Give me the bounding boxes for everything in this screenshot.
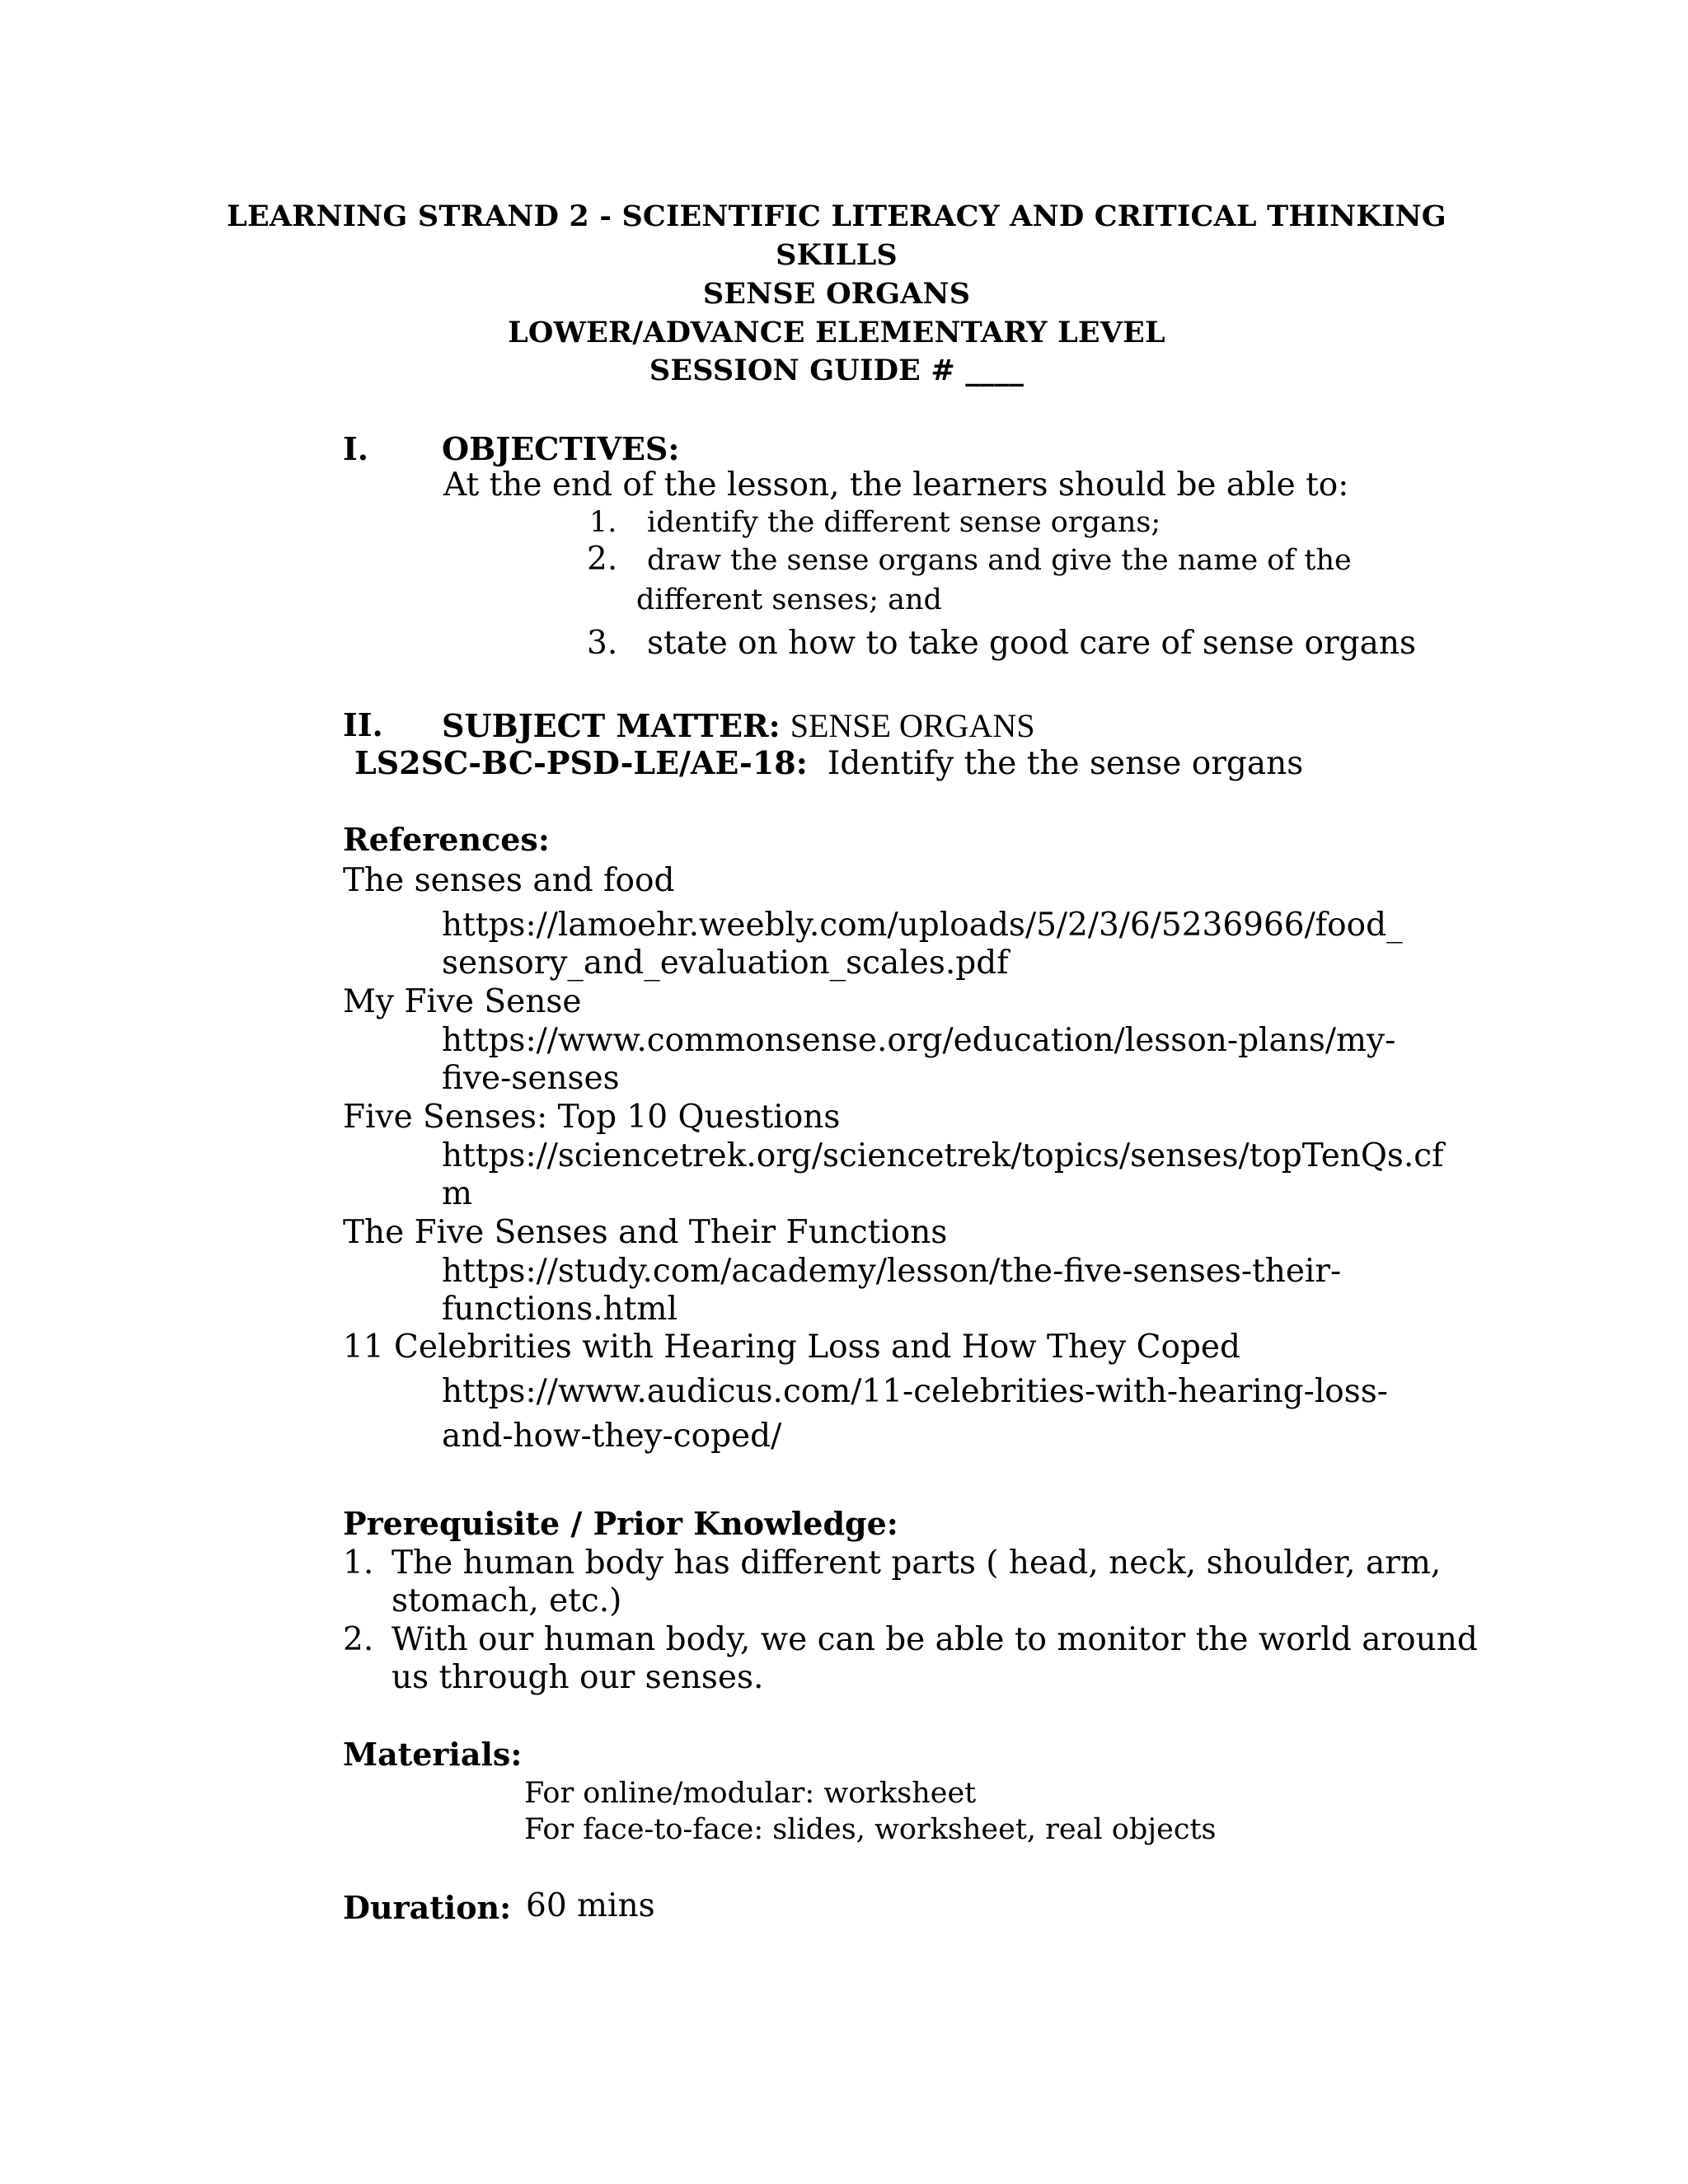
reference-1-url: https://lamoehr.weebly.com/uploads/5/2/3/6/5236966/food_ bbox=[442, 907, 1403, 944]
reference-1-title: The senses and food bbox=[343, 862, 675, 899]
subject-matter-heading: SUBJECT MATTER: bbox=[442, 707, 781, 744]
prerequisite-1-text: The human body has different parts ( head, neck, shoulder, arm, bbox=[392, 1544, 1442, 1582]
objective-2-text-continued: different senses; and bbox=[636, 583, 942, 616]
objective-2-text: draw the sense organs and give the name of the bbox=[647, 544, 1352, 577]
title-line-1: LEARNING STRAND 2 - SCIENTIFIC LITERACY AND CRITICAL THINKING bbox=[227, 199, 1447, 233]
subject-matter-number: II. bbox=[343, 706, 383, 743]
reference-2-url-continued: five-senses bbox=[442, 1060, 620, 1097]
materials-face-to-face: For face-to-face: slides, worksheet, real objects bbox=[524, 1813, 1217, 1846]
prerequisite-2-text-continued: us through our senses. bbox=[392, 1659, 764, 1696]
reference-4-title: The Five Senses and Their Functions bbox=[343, 1214, 948, 1251]
reference-5-url: https://www.audicus.com/11-celebrities-with-hearing-loss- bbox=[442, 1373, 1388, 1410]
reference-1-url-continued: sensory_and_evaluation_scales.pdf bbox=[442, 944, 1009, 982]
prerequisite-2-number: 2. bbox=[343, 1621, 374, 1658]
duration-value: 60 mins bbox=[526, 1887, 655, 1924]
reference-3-url-continued: m bbox=[442, 1175, 472, 1212]
subject-matter-line bbox=[442, 706, 1034, 745]
objective-1-number: 1. bbox=[589, 506, 617, 539]
reference-5-url-continued: and-how-they-coped/ bbox=[442, 1418, 782, 1455]
reference-5-title: 11 Celebrities with Hearing Loss and How They Coped bbox=[343, 1329, 1240, 1366]
competency-text: Identify the the sense organs bbox=[827, 745, 1304, 782]
prerequisite-heading: Prerequisite / Prior Knowledge: bbox=[343, 1505, 898, 1542]
reference-2-url: https://www.commonsense.org/education/lesson-plans/my- bbox=[442, 1022, 1396, 1059]
materials-online: For online/modular: worksheet bbox=[524, 1777, 977, 1810]
reference-4-url: https://study.com/academy/lesson/the-five-senses-their- bbox=[442, 1253, 1342, 1290]
objective-3-text: state on how to take good care of sense organs bbox=[647, 625, 1417, 662]
references-heading: References: bbox=[343, 821, 550, 858]
objective-2-number: 2. bbox=[587, 541, 618, 578]
title-line-2: SKILLS bbox=[776, 238, 898, 272]
reference-3-url: https://sciencetrek.org/sciencetrek/topics/senses/topTenQs.cf bbox=[442, 1137, 1444, 1174]
prerequisite-1-text-continued: stomach, etc.) bbox=[392, 1582, 622, 1619]
duration-label: Duration: bbox=[343, 1889, 512, 1926]
prerequisite-1-number: 1. bbox=[343, 1544, 374, 1582]
competency-code: LS2SC-BC-PSD-LE/AE-18: bbox=[354, 744, 808, 781]
reference-2-title: My Five Sense bbox=[343, 983, 582, 1020]
subject-matter-value: SENSE ORGANS bbox=[790, 707, 1035, 744]
reference-4-url-continued: functions.html bbox=[442, 1291, 678, 1328]
title-line-4: LOWER/ADVANCE ELEMENTARY LEVEL bbox=[508, 316, 1165, 349]
competency-code-line bbox=[354, 744, 1303, 782]
objectives-heading: OBJECTIVES: bbox=[442, 430, 680, 467]
objectives-number: I. bbox=[343, 430, 369, 467]
title-line-5: SESSION GUIDE # ____ bbox=[649, 354, 1025, 387]
reference-3-title: Five Senses: Top 10 Questions bbox=[343, 1099, 841, 1136]
objective-1-text: identify the different sense organs; bbox=[647, 506, 1161, 539]
materials-heading: Materials: bbox=[343, 1736, 523, 1773]
objective-3-number: 3. bbox=[587, 625, 618, 662]
title-line-3: SENSE ORGANS bbox=[702, 277, 971, 311]
prerequisite-2-text: With our human body, we can be able to monitor the world around bbox=[392, 1621, 1478, 1658]
objectives-intro: At the end of the lesson, the learners should be able to: bbox=[443, 466, 1349, 504]
